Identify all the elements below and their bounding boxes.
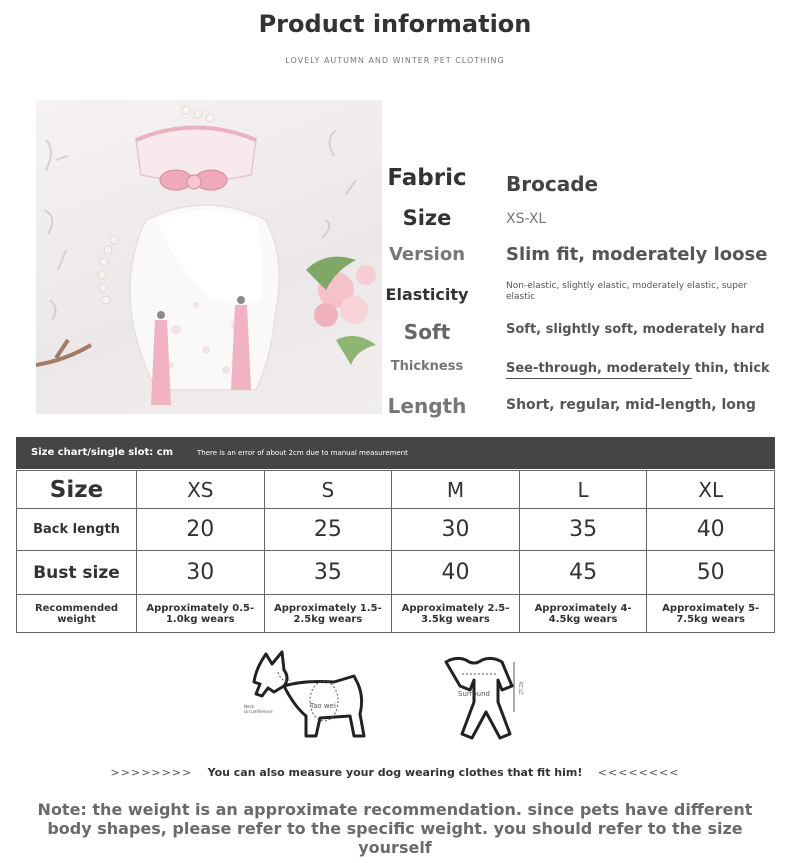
size-chart-heading: Size chart/single slot: cm (31, 447, 174, 458)
back-length-cell: 20 (137, 509, 265, 551)
back-length-cell: 30 (392, 509, 520, 551)
row-label-bust-size: Bust size (17, 551, 137, 595)
bust-size-cell: 30 (137, 551, 265, 595)
page-title: Product information (258, 10, 532, 38)
size-cell: XL (647, 471, 775, 509)
size-cell: XS (137, 471, 265, 509)
measure-text: You can also measure your dog wearing clothes that fit him! (207, 766, 583, 779)
spec-label-elasticity: Elasticity (385, 285, 469, 304)
weight-cell: Approximately 4-4.5kg wears (519, 595, 647, 633)
size-cell: M (392, 471, 520, 509)
spec-value-version: Slim fit, moderately loose (506, 244, 768, 265)
bust-size-cell: 45 (519, 551, 647, 595)
clothing-measurement-diagram (432, 652, 532, 744)
arrows-left-icon: >>>>>>>> (110, 766, 193, 779)
size-cell: L (519, 471, 647, 509)
product-photo (36, 100, 382, 414)
spec-value-fabric: Brocade (506, 172, 599, 196)
bust-size-cell: 40 (392, 551, 520, 595)
clothing-label-side: 背长 (518, 682, 525, 696)
spec-value-elasticity: Non-elastic, slightly elastic, moderately elastic, super elastic (506, 281, 748, 302)
spec-label-soft: Soft (403, 320, 451, 344)
weight-cell: Approximately 1.5-2.5kg wears (264, 595, 392, 633)
table-row-size (17, 471, 775, 509)
spec-value-thickness: See-through, moderately thin, thick (506, 361, 770, 376)
weight-note: Note: the weight is an approximate recommendation. since pets have different body shapes, please refer to the specific weight. you should refer to the size yourself (37, 800, 753, 857)
arrows-right-icon: <<<<<<<< (597, 766, 680, 779)
spec-label-fabric: Fabric (387, 165, 467, 191)
size-table (16, 470, 775, 633)
clothing-label-surround: Surround (458, 690, 490, 698)
bust-size-cell: 35 (264, 551, 392, 595)
spec-value-size: XS-XL (506, 211, 547, 227)
weight-cell: Approximately 0.5-1.0kg wears (137, 595, 265, 633)
spec-label-version: Version (388, 244, 466, 265)
page-subtitle: LOVELY AUTUMN AND WINTER PET CLOTHING (285, 56, 505, 65)
bust-size-cell: 50 (647, 551, 775, 595)
measure-instruction (0, 766, 790, 779)
spec-value-length: Short, regular, mid-length, long (506, 397, 756, 413)
size-cell: S (264, 471, 392, 509)
spec-label-size: Size (402, 206, 452, 230)
dog-measurement-diagram (244, 646, 374, 746)
row-label-back-length: Back length (17, 509, 137, 551)
spec-label-thickness: Thickness (390, 359, 464, 374)
table-row-recommended-weight (17, 595, 775, 633)
row-label-recommended-weight: Recommended weight (17, 595, 137, 633)
table-row-back-length (17, 509, 775, 551)
row-label-size: Size (17, 471, 137, 509)
weight-cell: Approximately 2.5-3.5kg wears (392, 595, 520, 633)
size-chart-header (16, 437, 775, 469)
dog-label-waist: Tao wei (310, 702, 336, 710)
size-chart-error-note: There is an error of about 2cm due to manual measurement (197, 449, 408, 457)
back-length-cell: 25 (264, 509, 392, 551)
spec-label-length: Length (387, 394, 467, 418)
back-length-cell: 40 (647, 509, 775, 551)
spec-value-soft: Soft, slightly soft, moderately hard (506, 322, 765, 337)
thickness-underline (506, 378, 692, 379)
weight-cell: Approximately 5-7.5kg wears (647, 595, 775, 633)
back-length-cell: 35 (519, 509, 647, 551)
dog-label-neck: Neck circumference (244, 704, 273, 714)
table-row-bust-size (17, 551, 775, 595)
